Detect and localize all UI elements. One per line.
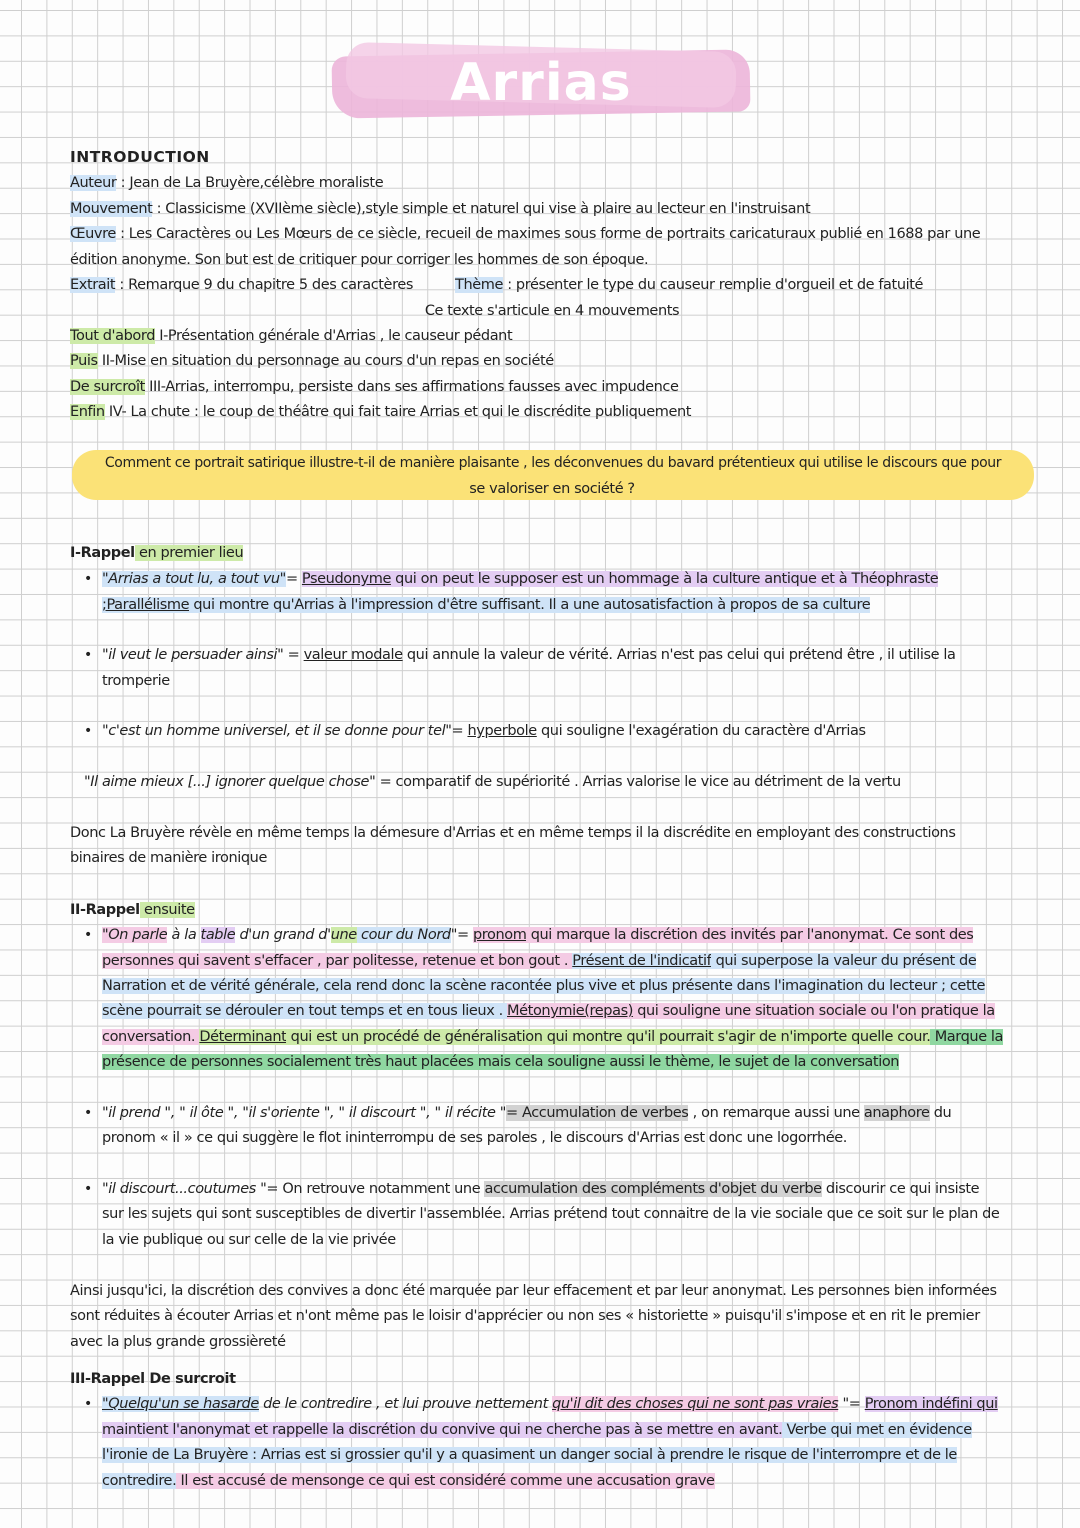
part2-bullet2-cont: pronom « il » ce qui suggère le flot ininterrompu de ses paroles , le discours d'Arrias est donc une logorrhée. xyxy=(102,1130,847,1146)
quote: "c'est un homme universel, et il se donne pour tel" xyxy=(102,723,452,739)
plan-item xyxy=(70,349,1034,374)
part2-heading-text: II-Rappel xyxy=(70,902,140,918)
explanation: Marque la xyxy=(930,1029,1004,1045)
figure-term: Pronom indéfini qui xyxy=(864,1396,998,1412)
extrait-label: Extrait xyxy=(70,277,116,293)
explanation: qui superpose la valeur du présent de xyxy=(711,953,977,969)
explanation: , on remarque aussi une xyxy=(688,1105,864,1121)
bullet-icon: • xyxy=(84,1105,93,1121)
part1-line4 xyxy=(84,770,1034,795)
mouvement-text: : Classicisme (XVIIème siècle),style simple et naturel qui vise à plaire au lecteur en l'instruisant xyxy=(152,201,811,217)
part3-bullet1-cont xyxy=(102,1418,1034,1443)
quote: " xyxy=(450,927,457,943)
quote: d'un grand d' xyxy=(235,927,331,943)
auteur-text: : Jean de La Bruyère,célèbre moraliste xyxy=(116,175,384,191)
part2-bullet2 xyxy=(102,1101,1034,1126)
part2-conclusion: Ainsi jusqu'ici, la discrétion des convives a donc été marquée par leur effacement et par leur anonymat. Les personnes bien informées xyxy=(70,1283,997,1299)
part3-bullet1-cont xyxy=(102,1469,1034,1494)
quote: de le contredire , et lui prouve nettement xyxy=(258,1396,553,1412)
part2-bullet3-cont: sur les sujets qui sont susceptibles de divertir l'assemblée. Arrias prétend tout connaitre de la vie sociale que ce soit sur le plan de xyxy=(102,1206,1000,1222)
part1-heading xyxy=(70,541,1034,566)
explanation: discourir ce qui insiste xyxy=(821,1181,980,1197)
figure-term: Pseudonyme xyxy=(301,571,391,587)
explanation: qui on peut le supposer est un hommage à la culture antique et à Théophraste xyxy=(390,571,939,587)
plan-item xyxy=(70,375,1034,400)
quote: "il discourt...coutumes " xyxy=(102,1181,267,1197)
quote: "On parle xyxy=(102,927,168,943)
explanation: = On retrouve notamment une xyxy=(266,1181,485,1197)
figure-term: Présent de l'indicatif xyxy=(572,953,712,969)
plan-text: III-Arrias, interrompu, persiste dans ses affirmations fausses avec impudence xyxy=(144,379,679,395)
intro-oeuvre xyxy=(70,222,1034,247)
title-banner xyxy=(332,45,750,125)
part1-bullet1 xyxy=(102,567,1034,592)
intro-heading: INTRODUCTION xyxy=(70,148,210,166)
part2-bullet1-cont xyxy=(102,1025,1034,1050)
figure-term: anaphore xyxy=(863,1105,930,1121)
plan-connector: Enfin xyxy=(70,404,105,420)
explanation: contredire. xyxy=(102,1473,177,1489)
explanation: présence de personnes socialement très haut placées mais cela souligne aussi le thème, le sujet de la conversation xyxy=(102,1054,900,1070)
explanation: qui marque la discrétion des invités par l'anonymat. Ce sont des xyxy=(526,927,974,943)
part2-bullet1-cont xyxy=(102,1050,1034,1075)
part2-bullet1-cont xyxy=(102,949,1034,974)
explanation: qui annule la valeur de vérité. Arrias n'est pas celui qui prétend être , il utilise la xyxy=(402,647,956,663)
equals: = xyxy=(285,571,302,587)
plan-text: I-Présentation générale d'Arrias , le causeur pédant xyxy=(155,328,513,344)
quote: qu'il dit des choses qui ne sont pas vraies xyxy=(552,1396,839,1412)
explanation: qui montre qu'Arrias à l'impression d'être suffisant. Il a une autosatisfaction à propos de sa culture xyxy=(189,597,871,613)
equals: = xyxy=(457,927,473,943)
part1-conclusion: Donc La Bruyère révèle en même temps la démesure d'Arrias et en même temps il la discrédite en employant des constructions xyxy=(70,825,956,841)
part2-heading xyxy=(70,898,1034,923)
part1-conclusion-cont: binaires de manière ironique xyxy=(70,850,267,866)
intro-mouvement xyxy=(70,197,1034,222)
figure-term: accumulation des compléments d'objet du verbe xyxy=(484,1181,822,1197)
figure-term: hyperbole xyxy=(467,723,537,739)
plan-connector: Tout d'abord xyxy=(70,328,156,344)
bullet-icon: • xyxy=(84,1181,93,1197)
mouvements-line: Ce texte s'articule en 4 mouvements xyxy=(424,303,680,319)
explanation: qui est un procédé de généralisation qui montre qu'il pourrait s'agir de n'importe quelle cour. xyxy=(286,1029,931,1045)
part2-heading-connector: ensuite xyxy=(139,902,195,918)
part1-bullet3 xyxy=(102,719,1034,744)
quote: "il veut le persuader ainsi" xyxy=(102,647,284,663)
intro-auteur xyxy=(70,171,1034,196)
explanation: Il est accusé de mensonge ce qui est considéré comme une accusation grave xyxy=(176,1473,715,1489)
figure-term: valeur modale xyxy=(303,647,403,663)
figure-term: = Accumulation de verbes xyxy=(506,1105,689,1121)
equals: "= xyxy=(838,1396,865,1412)
explanation: Narration et de vérité générale, cela rend donc la scène racontée plus vive et plus présente dans l'imagination du lecteur ; cette xyxy=(102,978,986,994)
equals: = xyxy=(283,647,304,663)
explanation: qui souligne l'exagération du caractère d'Arrias xyxy=(536,723,866,739)
problematique-line1: Comment ce portrait satirique illustre-t-il de manière plaisante , les déconvenues du bavard prétentieux qui utilise le discours que pour xyxy=(104,455,1002,471)
quote: "Quelqu'un xyxy=(102,1396,179,1412)
figure-term: pronom xyxy=(472,927,527,943)
bullet-icon: • xyxy=(84,927,93,943)
quote: "Arrias a tout lu, a tout vu" xyxy=(102,571,286,587)
part2-bullet1-cont xyxy=(102,974,1034,999)
part2-bullet3 xyxy=(102,1177,1034,1202)
explanation: conversation. xyxy=(102,1029,200,1045)
equals: = xyxy=(451,723,468,739)
part1-bullet1-cont xyxy=(102,593,1034,618)
part2-bullet1 xyxy=(102,923,1034,948)
intro-extrait xyxy=(70,273,1034,298)
plan-item xyxy=(70,400,1034,425)
problematique-line2: se valoriser en société ? xyxy=(469,481,635,497)
explanation: l'ironie de La Bruyère : Arrias est si grossier qu'il y a quasiment un danger social à prendre le risque de l'interrompre et de le xyxy=(102,1447,957,1463)
explanation: maintient l'anonymat et rappelle la discrétion du convive qui ne cherche pas à se mettre en avant. xyxy=(102,1422,783,1438)
extrait-text: : Remarque 9 du chapitre 5 des caractères xyxy=(115,277,413,293)
quote: se hasarde xyxy=(178,1396,259,1412)
oeuvre-label: Œuvre xyxy=(70,226,116,242)
part2-conclusion-cont: avec la plus grande grossièreté xyxy=(70,1334,286,1350)
part2-bullet1-cont xyxy=(102,999,1034,1024)
explanation: = comparatif de supériorité . Arrias valorise le vice au détriment de la vertu xyxy=(375,774,901,790)
quote: "Il aime mieux [...] ignorer quelque chose" xyxy=(84,774,376,790)
bullet-icon: • xyxy=(84,647,93,663)
explanation: scène pourrait se dérouler en tout temps et en tous lieux . xyxy=(102,1003,508,1019)
part3-bullet1 xyxy=(102,1392,1034,1417)
plan-connector: Puis xyxy=(70,353,98,369)
quote: "il prend ", " il ôte ", "il s'oriente ", " il discourt ", " il récite " xyxy=(102,1105,507,1121)
bullet-icon: • xyxy=(84,1396,93,1412)
bullet-icon: • xyxy=(84,723,93,739)
plan-item xyxy=(70,324,1034,349)
part1-heading-text: I-Rappel xyxy=(70,545,135,561)
quote: une xyxy=(330,927,357,943)
part1-heading-connector: en premier lieu xyxy=(134,545,244,561)
oeuvre-text: : Les Caractères ou Les Mœurs de ce siècle, recueil de maximes sous forme de portraits caricaturaux publié en 1688 par une xyxy=(115,226,981,242)
figure-term: Métonymie(repas) xyxy=(507,1003,633,1019)
quote: cour du Nord xyxy=(356,927,451,943)
explanation: du xyxy=(929,1105,952,1121)
quote: table xyxy=(200,927,236,943)
explanation: qui souligne une situation sociale ou l'on pratique la xyxy=(633,1003,995,1019)
page-title: Arrias xyxy=(450,53,632,113)
part1-bullet2 xyxy=(102,643,1034,668)
intro-oeuvre-cont: édition anonyme. Son but est de critiquer pour corriger les hommes de son époque. xyxy=(70,252,649,268)
mouvement-label: Mouvement xyxy=(70,201,153,217)
theme-label: Thème xyxy=(455,277,504,293)
plan-text: II-Mise en situation du personnage au cours d'un repas en société xyxy=(97,353,554,369)
part3-bullet1-cont xyxy=(102,1443,1034,1468)
quote: à la xyxy=(167,927,201,943)
figure-term: ;Parallélisme xyxy=(102,597,190,613)
explanation: Verbe qui met en évidence xyxy=(782,1422,972,1438)
part2-conclusion-cont: sont réduites à écouter Arrias et n'ont même pas le loisir d'apprécier ou non ses « historiette » puisqu'il s'impose et en rit le premier xyxy=(70,1308,980,1324)
plan-connector: De surcroît xyxy=(70,379,145,395)
auteur-label: Auteur xyxy=(70,175,117,191)
explanation: personnes qui savent s'effacer , par politesse, retenue et bon gout . xyxy=(102,953,573,969)
plan-text: IV- La chute : le coup de théâtre qui fait taire Arrias et qui le discrédite publiquement xyxy=(104,404,692,420)
part1-bullet2-cont: tromperie xyxy=(102,673,170,689)
part2-bullet3-cont: la vie publique ou sur celle de la vie privée xyxy=(102,1232,396,1248)
figure-term: Déterminant xyxy=(199,1029,287,1045)
bullet-icon: • xyxy=(84,571,93,587)
part3-heading: III-Rappel De surcroit xyxy=(70,1371,236,1387)
theme-text: : présenter le type du causeur remplie d'orgueil et de fatuité xyxy=(503,277,924,293)
